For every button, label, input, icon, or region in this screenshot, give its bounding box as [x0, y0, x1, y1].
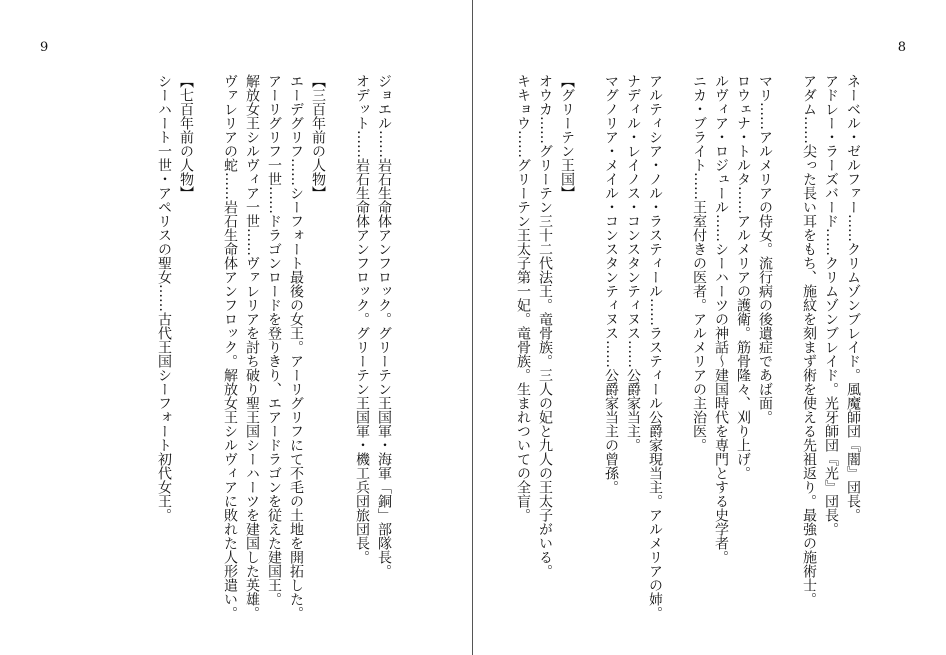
entry-edegriff: エーデグリフ……シーフォート最後の女王。アーリグリフにて不毛の土地を開拓した。 [288, 74, 304, 620]
blank-line [578, 74, 600, 634]
entry-rowena: ロウェナ・トルタ……アルメリアの護衛。筋骨隆々、刈り上げ。 [735, 74, 751, 480]
entry-magnolia: マグノリア・メイル・コンスタンティヌス……公爵家当主の曾孫。 [603, 74, 619, 494]
left-page [0, 0, 472, 655]
entry-adam: アダム……尖った長い耳をもち、施紋を刻まず術を使える先祖返り。最強の施術士。 [801, 74, 817, 606]
entry-nebel: ネーベル・ゼルファー……クリムゾンブレイド。風魔師団『闇』団長。 [845, 74, 861, 522]
section-heading-300-years: 【三百年前の人物】 [310, 74, 326, 200]
entry-kikyou: キキョウ……グリーテン王太子第一妃。竜骨族。生まれついての全盲。 [515, 74, 531, 522]
entry-nadir: ナディル・レイノス・コンスタンティヌス……公爵家当主。 [625, 74, 641, 452]
entry-ouka: オウカ……グリーテン三十二代法王。竜骨族。三人の妃と九人の王太子がいる。 [537, 74, 553, 578]
entry-arygriff: アーリグリフ一世……ドラゴンロードを登りきり、エアードラゴンを従えた建国王。 [266, 74, 282, 606]
entry-valeria-snake: ヴァレリアの蛇……岩石生命体アンフロック。解放女王シルヴィアに敗れた人形遣い。 [222, 74, 238, 620]
blank-line [197, 74, 219, 634]
section-heading-greeten: 【グリーテン王国】 [559, 74, 575, 200]
page-number: 9 [40, 40, 49, 55]
entry-adray: アドレー・ラーズバード……クリムゾンブレイド。光牙師団『光』団長。 [823, 74, 839, 536]
blank-line [329, 74, 351, 634]
character-list [512, 74, 864, 634]
entry-joel: ジョエル……岩石生命体アンフロック。グリーテン王国軍・海軍「銅」部隊長。 [376, 74, 392, 578]
entry-luvia: ルヴィア・ロジュール……シーハーツの神話～建国時代を専門とする史学者。 [713, 74, 729, 564]
right-page [473, 0, 946, 655]
blank-line [666, 74, 688, 634]
entry-odette: オデット……岩石生命体アンフロック。グリーテン王国軍・機工兵団旅団長。 [354, 74, 370, 564]
blank-line [776, 74, 798, 634]
section-heading-700-years: 【七百年前の人物】 [178, 74, 194, 200]
character-list [153, 74, 395, 634]
entry-nika: ニカ・ブライト……王室付きの医者。アルメリアの主治医。 [691, 74, 707, 452]
entry-sylvia: 解放女王シルヴィア一世……ヴァレリアを討ち破り聖王国シーハーツを建国した英雄。 [244, 74, 260, 620]
entry-seahart: シーハート一世・アペリスの聖女……古代王国シーフォート初代女王。 [156, 74, 172, 522]
page-number: 8 [897, 40, 906, 55]
entry-altisia: アルティシア・ノル・ラスティール……ラスティール公爵家現当主。アルメリアの姉。 [647, 74, 663, 620]
entry-mari: マリ……アルメリアの侍女。流行病の後遺症であば面。 [757, 74, 773, 424]
